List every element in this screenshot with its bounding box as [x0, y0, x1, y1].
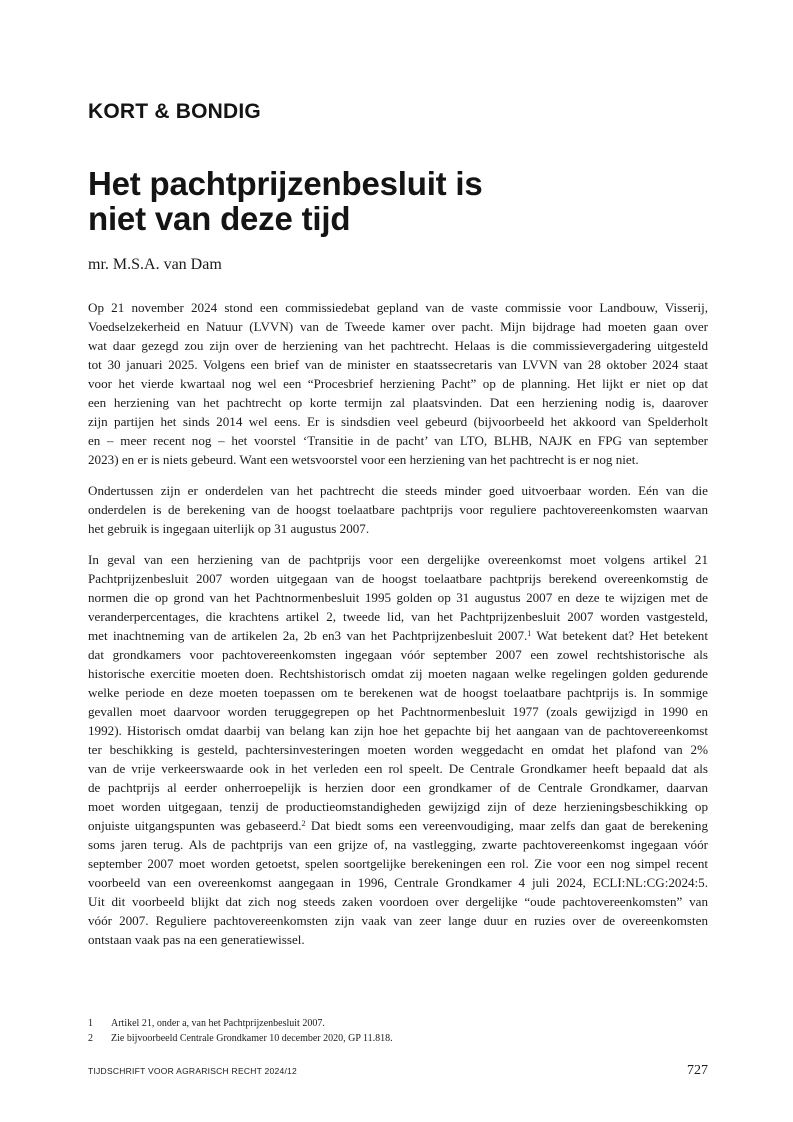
paragraph-1 [88, 298, 708, 469]
title-line-1: Het pachtprijzenbesluit is [88, 165, 483, 202]
text-line: de pachtprijs al eerder onherroepelijk is herzien door een grondkamer of de Centrale Grondkamer, daarvan [88, 780, 708, 795]
text-line: welke periode en deze moeten toepassen om te berekenen wat de hoogst toelaatbare pachtprijs is. In sommige [88, 685, 708, 700]
text-line: Ondertussen zijn er onderdelen van het pachtrecht die steeds minder goed uitvoerbaar worden. Eén van die [88, 483, 708, 498]
text-line: en – meer recent nog – het voorstel ‘Transitie in de pacht’ van LTO, BLHB, NAJK en FPG van september [88, 433, 708, 448]
text-line: ter beschikking is gesteld, pachtersinvesteringen moeten worden weggedacht en omdat het plafond van 2% [88, 742, 708, 757]
footnote-number: 2 [88, 1033, 93, 1044]
footnote-ref: 2 [301, 818, 306, 828]
text-line [88, 626, 708, 645]
section-label: KORT & BONDIG [88, 100, 261, 123]
text-line: wat daar gezegd zou zijn over de herziening van het pachtrecht. Helaas is die commissievergadering uitgesteld [88, 338, 708, 353]
article-body [88, 298, 708, 961]
text-line: september 2007 moet worden getoetst, spelen soortgelijke berekeningen een rol. Zie voor een nog simpel recent [88, 856, 708, 871]
text-line: In geval van een herziening van de pachtprijs voor een dergelijke overeenkomst moet volgens artikel 21 [88, 552, 708, 567]
footnote-text: Zie bijvoorbeeld Centrale Grondkamer 10 december 2020, GP 11.818. [111, 1033, 393, 1044]
text-line: onderdelen is de berekening van de hoogst toelaatbare pachtprijs voor reguliere pachtovereenkomsten waarvan [88, 502, 708, 517]
page-number: 727 [687, 1063, 708, 1078]
text-line: Op 21 november 2024 stond een commissiedebat gepland van de vaste commissie voor Landbouw, Visserij, [88, 300, 708, 315]
text-line [88, 816, 708, 835]
journal-name: TIJDSCHRIFT VOOR AGRARISCH RECHT 2024/12 [88, 1066, 298, 1076]
footnote [88, 1031, 708, 1046]
footnotes [88, 1016, 708, 1046]
text-line: 1992). Historisch omdat daarbij van belang kan zijn hoe het gepachte bij het aangaan van de pachtovereenkomst [88, 723, 708, 738]
text-segment: met inachtneming van de artikelen 2a, 2b en3 van het Pachtprijzenbesluit 2007. [88, 628, 528, 643]
text-segment: Wat betekent dat? Het betekent [531, 628, 708, 643]
text-line: historische exercitie moeten doen. Rechtshistorisch omdat zij moeten nagaan welke regelingen golden gedurende [88, 666, 708, 681]
text-line: zijn partijen het sinds 2014 wel eens. Er is sindsdien veel gebeurd (bijvoorbeeld het akkoord van Spelderholt [88, 414, 708, 429]
text-line: Voedselzekerheid en Natuur (LVVN) van de Tweede kamer over pacht. Mijn bijdrage had moeten gaan over [88, 319, 708, 334]
text-line: ontstaan vaak pas na een generatiewissel. [88, 932, 305, 947]
text-segment: Dat biedt soms een vereenvoudiging, maar zelfs dan gaat de berekening [305, 818, 708, 833]
text-line: tot 30 januari 2025. Volgens een brief van de minister en staatssecretaris van LVVN van 28 oktober 2024 staat [88, 357, 708, 372]
footnote-ref: 1 [527, 628, 532, 638]
text-line: voorbeeld van een overeenkomst aangegaan in 1996, Centrale Grondkamer 4 juli 2024, ECLI:NL:CG:2024:5. [88, 875, 708, 890]
title-line-2: niet van deze tijd [88, 200, 351, 237]
text-line: een herziening van het pachtrecht op korte termijn zal plaatsvinden. Dat een herziening nodig is, daarover [88, 395, 708, 410]
text-line: veranderpercentages, die krachtens artikel 2, tweede lid, van het Pachtprijzenbesluit 2007 worden vastgesteld, [88, 609, 708, 624]
author-name: mr. M.S.A. van Dam [88, 256, 222, 273]
paragraph-2 [88, 481, 708, 538]
page-footer [88, 1064, 708, 1078]
footnote-number: 1 [88, 1018, 93, 1029]
footnote [88, 1016, 708, 1031]
text-line: moet worden uitgegaan, tenzij de productieomstandigheden gewijzigd zijn of deze herzieningsbeschikking op [88, 799, 708, 814]
text-line: vóór 2007. Reguliere pachtovereenkomsten zijn vaak van zeer lange duur en ruzies over de overeenkomsten [88, 913, 708, 928]
article-title [88, 166, 483, 236]
paragraph-3 [88, 550, 708, 949]
text-line: 2023) en er is niets gebeurd. Want een wetsvoorstel voor een herziening van het pachtrecht is er nog niet. [88, 452, 639, 467]
footnote-text: Artikel 21, onder a, van het Pachtprijzenbesluit 2007. [111, 1018, 325, 1029]
text-line: gevallen moet daarvoor worden teruggegrepen op het Pachtnormenbesluit 1977 (zoals gewijzigd in 1990 en [88, 704, 708, 719]
text-line: Pachtprijzenbesluit 2007 worden uitgegaan van de hoogst toelaatbare pachtprijs berekend overeenkomstig de [88, 571, 708, 586]
text-segment: onjuiste uitgangspunten was gebaseerd. [88, 818, 302, 833]
text-line: voor het vierde kwartaal nog wel een “Procesbrief herziening Pacht” op de planning. Het lijkt er niet op dat [88, 376, 708, 391]
text-line: het gebruik is ingegaan uiterlijk op 31 augustus 2007. [88, 521, 370, 536]
text-line: soms jaren terug. Als de pachtprijs van een grijze of, na vastlegging, zwarte pachtovereenkomst ingegaan vóór [88, 837, 708, 852]
text-line: dat grondkamers voor pachtovereenkomsten ingegaan vóór september 2007 een zowel rechtshistorische als [88, 647, 708, 662]
text-line: van de vrije verkeerswaarde ook in het verleden een rol speelt. De Centrale Grondkamer heeft bepaald dat als [88, 761, 708, 776]
text-line: normen die op grond van het Pachtnormenbesluit 1995 golden op 31 augustus 2007 en deze te wijzigen met de [88, 590, 708, 605]
text-line: Uit dit voorbeeld blijkt dat zich nog steeds zaken voordoen over dergelijke “oude pachtovereenkomsten” van [88, 894, 708, 909]
